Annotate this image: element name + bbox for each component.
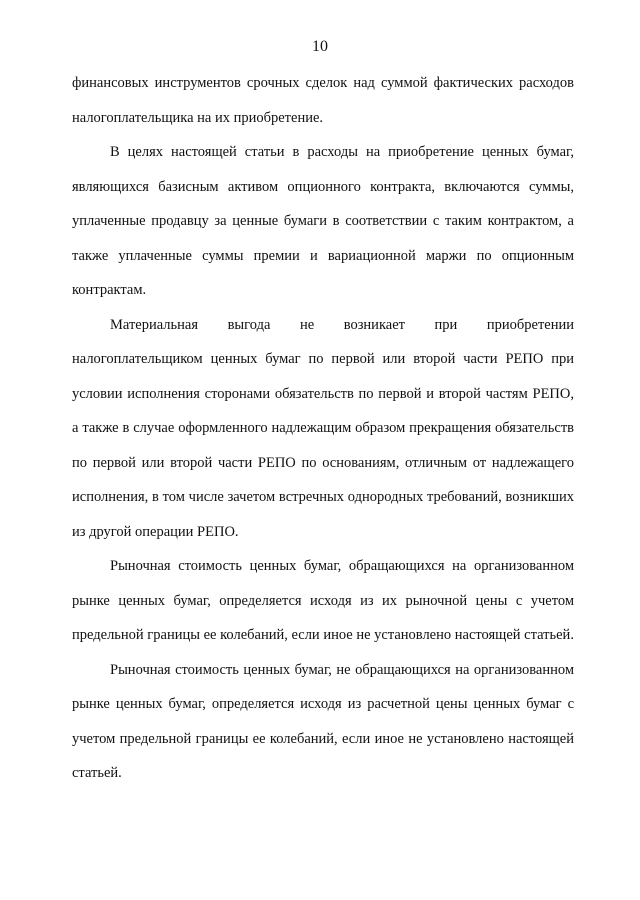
paragraph-continuation: финансовых инструментов срочных сделок над суммой фактических расходов налогоплательщика на их приобретение.	[72, 75, 574, 126]
paragraph-repo-benefit: Материальная выгода не возникает при приобретении налогоплательщиком ценных бумаг по первой или второй части РЕПО при условии исполнения сторонами обязательств по первой и второй частям РЕПО, а также в случае оформленного надлежащим образом прекращения обязательств по первой или второй части РЕПО по основаниям, отличным от надлежащего исполнения, в том числе зачетом встречных однородных требований, возникших из другой операции РЕПО.	[72, 316, 574, 540]
page-number: 10	[312, 38, 328, 55]
paragraph-market-value-untraded: Рыночная стоимость ценных бумаг, не обращающихся на организованном рынке ценных бумаг, определяется исходя из расчетной цены ценных бумаг с учетом предельной границы ее колебаний, если иное не установлено настоящей статьей.	[72, 661, 574, 781]
paragraph-market-value-traded: Рыночная стоимость ценных бумаг, обращающихся на организованном рынке ценных бумаг, определяется исходя из их рыночной цены с учетом предельной границы ее колебаний, если иное не установлено настоящей статьей.	[72, 558, 574, 643]
document-body	[72, 66, 574, 791]
paragraph-option-expenses: В целях настоящей статьи в расходы на приобретение ценных бумаг, являющихся базисным активом опционного контракта, включаются суммы, уплаченные продавцу за ценные бумаги в соответствии с таким контрактом, а также уплаченные суммы премии и вариационной маржи по опционным контрактам.	[72, 144, 574, 298]
